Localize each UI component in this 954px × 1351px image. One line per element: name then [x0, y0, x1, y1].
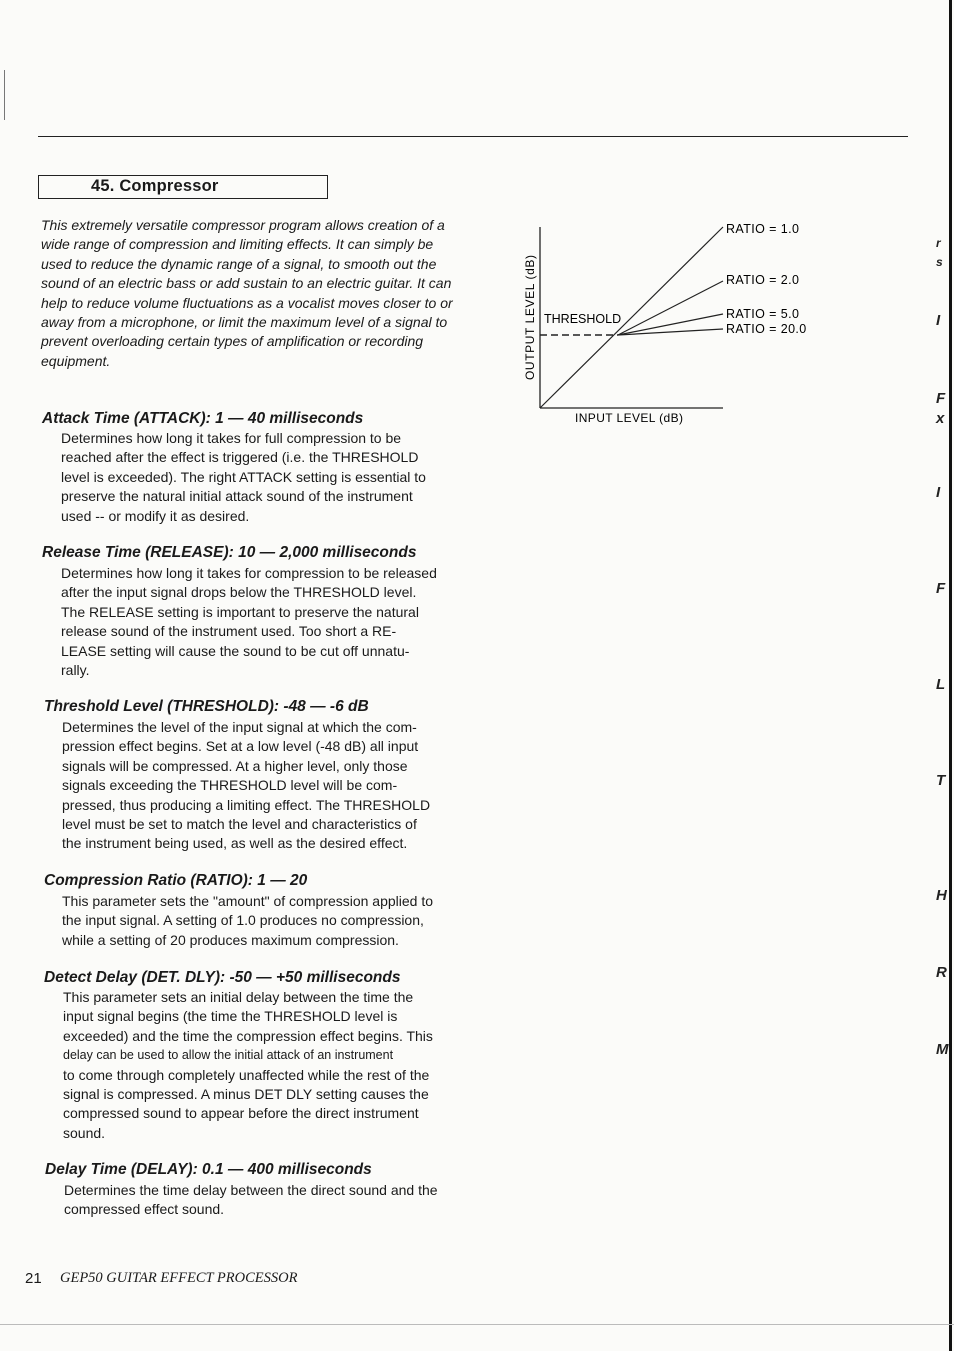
ratio-label-4: RATIO = 20.0	[726, 322, 807, 336]
text-line: reached after the effect is triggered (i.e. the THRESHOLD	[61, 449, 419, 466]
text-line: the input signal. A setting of 1.0 produces no compression,	[62, 912, 424, 929]
text-line: while a setting of 20 produces maximum compression.	[62, 931, 399, 948]
text-line: the instrument being used, as well as the desired effect.	[62, 835, 408, 852]
text-line: Determines how long it takes for full compression to be	[61, 430, 402, 446]
ratio-label-1: RATIO = 1.0	[726, 222, 800, 236]
text-line: level is exceeded). The right ATTACK setting is essential to	[61, 468, 426, 485]
text-line: level must be set to match the level and characteristics of	[62, 816, 417, 833]
edge-letter: H	[936, 887, 947, 904]
edge-letter: x	[936, 410, 945, 427]
text-line: exceeded) and the time the compression effect begins. This	[63, 1027, 433, 1044]
text-line: signals will be compressed. At a higher level, only those	[62, 757, 408, 774]
scan-mark	[4, 70, 5, 120]
x-axis-label: INPUT LEVEL (dB)	[575, 411, 684, 425]
text-line: LEASE setting will cause the sound to be cut off unnatu-	[61, 642, 410, 659]
release-description	[61, 564, 471, 680]
intro-paragraph: This extremely versatile compressor program allows creation of a wide range of compression and limiting effects. It can simply be used to reduce the dynamic range of a signal, to smooth out the sound of an electric bass or add sustain to an electric guitar. It can help to reduce volume fluctuations as a vocalist moves closer to or away from a microphone, or limit the maximum level of a signal to prevent overloading certain types of amplification or recording equipment.	[41, 217, 453, 369]
ratio-description	[62, 892, 472, 950]
release-heading: Release Time (RELEASE): 10 — 2,000 milliseconds	[42, 544, 417, 561]
edge-letter: R	[936, 964, 947, 981]
ratio-2-line	[618, 281, 723, 335]
text-line: delay can be used to allow the initial attack of an instrument	[63, 1048, 394, 1063]
top-rule	[38, 136, 908, 137]
edge-letter: T	[936, 772, 946, 789]
edge-letter: F	[936, 390, 946, 407]
text-line: compressed sound to appear before the direct instrument	[63, 1105, 419, 1122]
text-line: used -- or modify it as desired.	[61, 507, 250, 524]
edge-letter: F	[936, 580, 946, 597]
detect-delay-description	[63, 988, 473, 1143]
text-line: This parameter sets the "amount" of compression applied to	[62, 893, 434, 909]
text-line: pressed, thus producing a limiting effect. The THRESHOLD	[62, 796, 431, 813]
threshold-label: THRESHOLD	[544, 312, 622, 326]
threshold-heading: Threshold Level (THRESHOLD): -48 — -6 dB	[44, 698, 369, 715]
ratio-label-3: RATIO = 5.0	[726, 307, 800, 321]
threshold-description	[62, 718, 472, 854]
edge-letter: I	[936, 312, 941, 329]
edge-letter: I	[936, 484, 941, 501]
attack-description	[61, 429, 471, 526]
edge-letter: L	[936, 676, 946, 693]
text-line: sound.	[63, 1124, 106, 1141]
text-line: preserve the natural initial attack sound of the instrument	[61, 488, 413, 505]
footer-title: GEP50 GUITAR EFFECT PROCESSOR	[60, 1270, 298, 1286]
edge-letter: s	[936, 255, 943, 269]
text-line: compressed effect sound.	[64, 1201, 225, 1218]
compressor-diagram	[515, 215, 845, 430]
text-line: Determines the time delay between the direct sound and the	[64, 1182, 438, 1198]
text-line: The RELEASE setting is important to preserve the natural	[61, 603, 419, 620]
delay-time-heading: Delay Time (DELAY): 0.1 — 400 milliseconds	[45, 1161, 372, 1178]
text-line: Determines the level of the input signal at which the com-	[62, 719, 417, 735]
text-line: release sound of the instrument used. Too short a RE-	[61, 623, 397, 640]
text-line: after the input signal drops below the THRESHOLD level.	[61, 584, 417, 601]
section-title: 45. Compressor	[91, 177, 219, 195]
text-line: pression effect begins. Set at a low level (-48 dB) all input	[62, 738, 419, 755]
edge-letter: M	[936, 1041, 949, 1058]
attack-heading: Attack Time (ATTACK): 1 — 40 milliseconds	[42, 410, 364, 427]
section-title-box	[38, 175, 328, 199]
text-line: Determines how long it takes for compression to be released	[61, 565, 437, 581]
text-line: input signal begins (the time the THRESHOLD level is	[63, 1008, 398, 1025]
detect-delay-heading: Detect Delay (DET. DLY): -50 — +50 milliseconds	[44, 969, 401, 986]
edge-letter: r	[936, 236, 941, 250]
y-axis-label: OUTPUT LEVEL (dB)	[523, 254, 537, 380]
delay-time-description	[64, 1181, 474, 1220]
ratio-heading: Compression Ratio (RATIO): 1 — 20	[44, 872, 308, 889]
text-line: signals exceeding the THRESHOLD level will be com-	[62, 777, 398, 794]
text-line: This parameter sets an initial delay between the time the	[63, 989, 414, 1005]
text-line: signal is compressed. A minus DET DLY setting causes the	[63, 1086, 429, 1103]
page-number: 21	[25, 1270, 42, 1287]
text-line: to come through completely unaffected while the rest of the	[63, 1066, 430, 1083]
page-edge	[949, 0, 952, 1351]
bottom-rule	[0, 1324, 954, 1325]
ratio-label-2: RATIO = 2.0	[726, 273, 800, 287]
text-line: rally.	[61, 662, 90, 679]
